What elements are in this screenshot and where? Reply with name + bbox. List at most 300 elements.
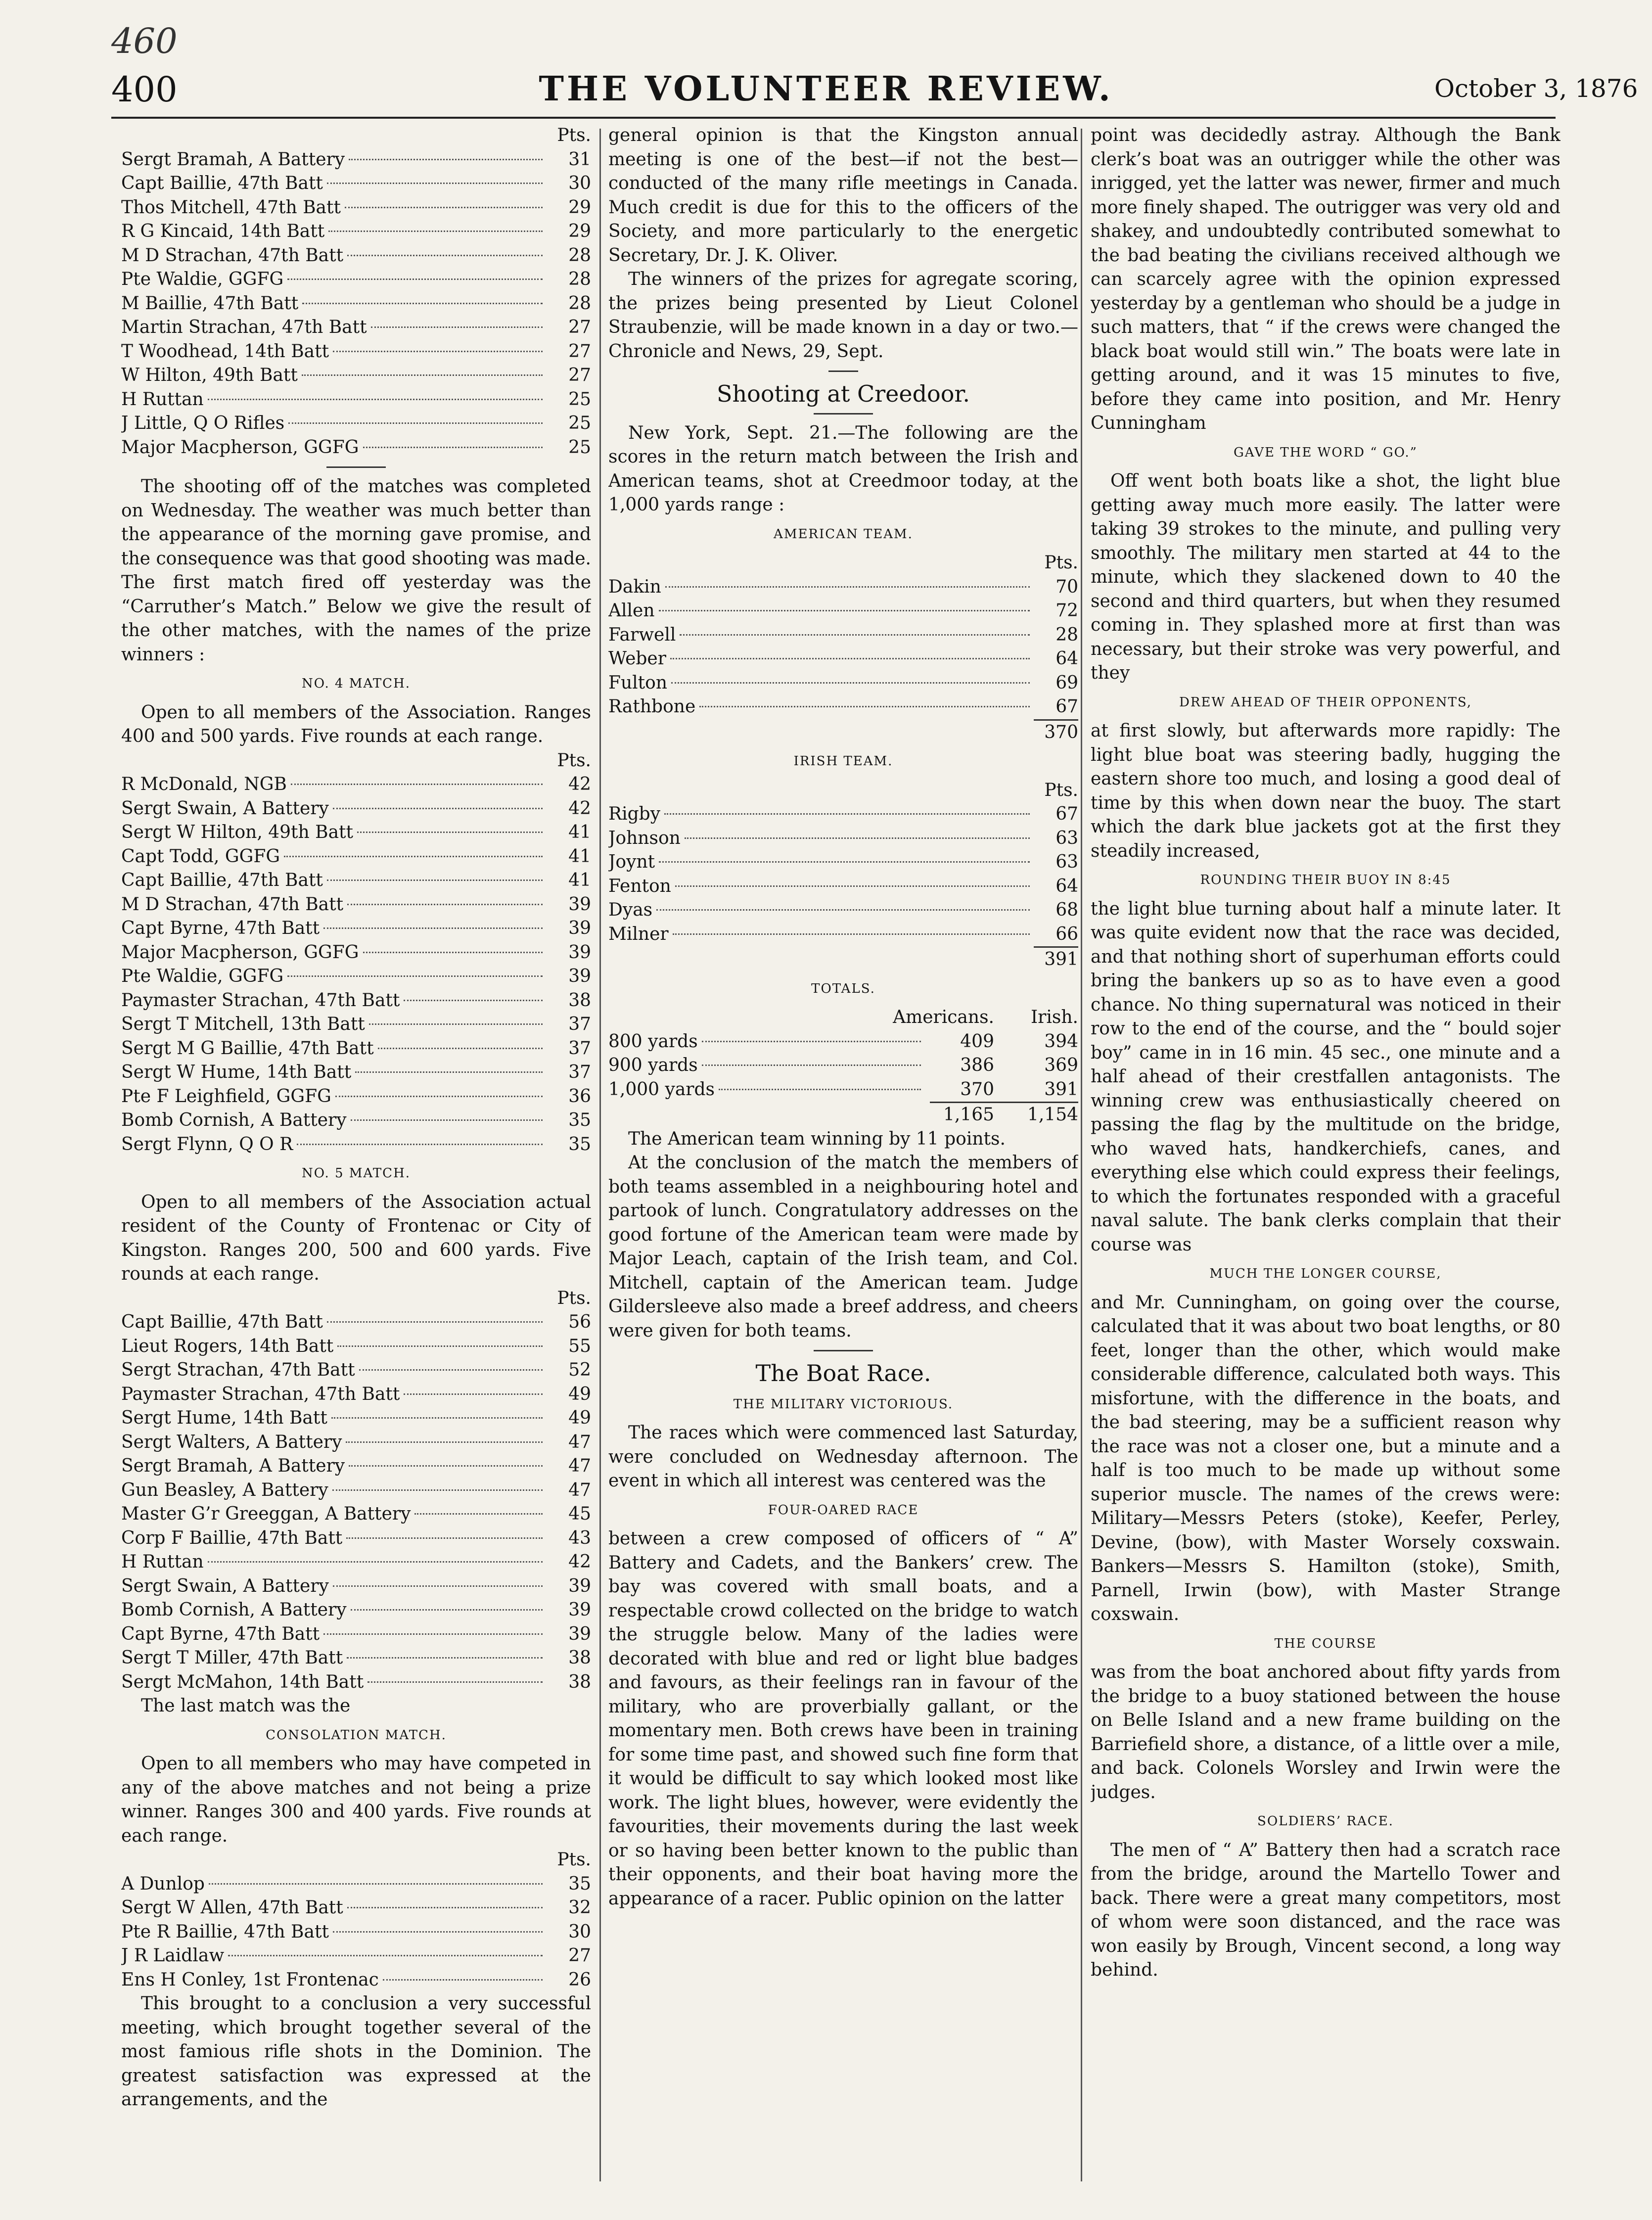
dot-leader: [347, 255, 543, 256]
entrant-name: Rathbone: [608, 696, 696, 717]
score-row: [121, 893, 591, 917]
dot-leader: [345, 207, 543, 208]
entrant-name: Sergt M G Baillie, 47th Batt: [121, 1038, 374, 1059]
entrant-name: Capt Baillie, 47th Batt: [121, 870, 323, 890]
entrant-score: 39: [568, 918, 591, 938]
dot-leader: [208, 1561, 543, 1563]
score-row: [121, 1109, 591, 1133]
dot-leader: [359, 1369, 543, 1371]
match-4-heading: NO. 4 MATCH.: [301, 676, 411, 691]
dot-leader: [297, 1144, 543, 1145]
entrant-score: 70: [1055, 576, 1078, 597]
dot-leader: [673, 933, 1030, 935]
entrant-score: 67: [1055, 804, 1078, 824]
entrant-name: Sergt Strachan, 47th Batt: [121, 1360, 355, 1380]
dot-leader: [287, 975, 543, 977]
pts-header: Pts.: [557, 125, 591, 145]
dot-leader: [228, 1955, 543, 1956]
entrant-name: Paymaster Strachan, 47th Batt: [121, 990, 400, 1011]
entrant-name: Sergt T Mitchell, 13th Batt: [121, 1014, 365, 1034]
entrant-name: Ens H Conley, 1st Frontenac: [121, 1969, 379, 1990]
pts-header: Pts.: [557, 750, 591, 771]
match-5-description: Open to all members of the Association actual resident of the County of Frontenac or City of Kingston. Ranges 200, 500 and 600 yards. Five rounds at each range.: [121, 1192, 591, 1284]
dot-leader: [665, 586, 1030, 588]
entrant-score: 25: [568, 413, 591, 433]
entrant-name: Thos Mitchell, 47th Batt: [121, 197, 341, 218]
entrant-name: Pte R Baillie, 47th Batt: [121, 1921, 329, 1942]
score-row: [608, 850, 1078, 875]
match-5-heading: NO. 5 MATCH.: [301, 1166, 411, 1181]
entrant-score: 63: [1055, 852, 1078, 872]
score-row: [121, 965, 591, 989]
dot-leader: [357, 832, 543, 833]
entrant-name: Sergt Bramah, A Battery: [121, 1456, 345, 1476]
american-grand-total: 1,165: [943, 1105, 994, 1125]
entrant-name: M D Strachan, 47th Batt: [121, 894, 344, 915]
entrant-score: 38: [568, 1671, 591, 1692]
american-range-score: 370: [960, 1079, 994, 1100]
entrant-score: 63: [1055, 828, 1078, 848]
dot-leader: [351, 1119, 543, 1121]
boat-race-body: between a crew composed of officers of “ A” Battery and Cadets, and the Bankers’ crew. The bay was covered with small boats, and a respectable crowd collected on the bridge to watch the struggle below. Many of the ladies were decorated with blue and red or light blue badges and favours, as their feelings ran in favour of the military, who are proverbially gallant, or the momentary men. Both crews have been in training for some time past, and showed such fine form that it would be difficult to say which looked most like work. The light blues, however, were evidently the favourities, their movements during the last week or so having been better known to the public than their opponents, and their boat having more the appearance of a racer. Public opinion on the latter: [608, 1528, 1078, 1909]
irish-range-score: 391: [1044, 1079, 1078, 1100]
score-list-4: [121, 1872, 591, 1992]
race-text-1: point was decidedly astray. Although the Bank clerk’s boat was an outrigger while the other was inrigged, yet the latter was newer, firmer and much more finely shaped. The outrigger was very old and shakey, and undoubtedly contributed somewhat to the bad beating the civilians received although we can scarcely agree with the opinion expressed yesterday by a gentleman who should be a judge in such matters, that “ if the crews were changed the black boat would still win.” The boats were late in getting around, and it was 15 minutes to five, before they came into position, and Mr. Henry Cunningham: [1091, 125, 1560, 433]
entrant-score: 37: [568, 1062, 591, 1082]
entrant-score: 64: [1055, 876, 1078, 896]
entrant-name: M Baillie, 47th Batt: [121, 293, 299, 314]
pts-header: Pts.: [1044, 780, 1078, 800]
irish-team-heading: IRISH TEAM.: [793, 754, 893, 769]
irish-score-list: [608, 802, 1078, 946]
score-row: [121, 340, 591, 364]
score-row: [121, 1502, 591, 1526]
dot-leader: [680, 634, 1030, 636]
entrant-name: H Ruttan: [121, 1552, 204, 1572]
race-text-2: Off went both boats like a shot, the light blue getting away much more easily. The latter were taking 39 strokes to the minute, and pulling very smoothly. The military men started at 44 to the minute, which they slackened down to 40 the second and third quarters, but when they resumed coming in. They splashed more at first than was necessary, but their stroke was very powerful, and they: [1091, 471, 1560, 683]
score-row: [121, 1944, 591, 1968]
entrant-score: 39: [568, 1575, 591, 1596]
entrant-name: Pte F Leighfield, GGFG: [121, 1086, 331, 1107]
entrant-name: Fenton: [608, 876, 671, 896]
score-row: [121, 1920, 591, 1944]
dot-leader: [351, 1609, 543, 1611]
dot-leader: [378, 1048, 543, 1049]
dot-leader: [333, 1585, 543, 1587]
dot-leader: [347, 904, 543, 905]
score-row: [121, 1013, 591, 1037]
entrant-score: 42: [568, 1552, 591, 1572]
score-row: [121, 1574, 591, 1599]
dot-leader: [363, 952, 543, 953]
score-row: [121, 845, 591, 869]
entrant-score: 36: [568, 1086, 591, 1107]
race-text-3: at first slowly, but afterwards more rapidly: The light blue boat was steering badly, hugging the eastern shore too much, and losing a good deal of time by this when down near the buoy. The start which the dark blue jackets got at the first they steadily increased,: [1091, 721, 1560, 861]
entrant-score: 32: [568, 1897, 591, 1918]
score-row: [121, 1406, 591, 1431]
entrant-name: J R Laidlaw: [121, 1945, 225, 1966]
header-rule: [111, 117, 1556, 119]
dot-leader: [675, 885, 1030, 887]
entrant-name: Joynt: [608, 852, 655, 872]
entrant-score: 27: [568, 365, 591, 385]
shooting-intro: New York, Sept. 21.—The following are the scores in the return match between the Irish and American teams, shot at Creedmoor today, at the 1,000 yards range :: [608, 422, 1078, 515]
score-row: [121, 148, 591, 172]
issue-date: October 3, 1876: [1434, 74, 1638, 103]
totals-header-row: [608, 1006, 1078, 1030]
score-row: [121, 1310, 591, 1335]
dot-leader: [702, 1041, 921, 1042]
score-row: [121, 1037, 591, 1061]
score-row: [121, 989, 591, 1013]
entrant-name: M D Strachan, 47th Batt: [121, 245, 344, 266]
dot-leader: [699, 706, 1030, 707]
entrant-score: 49: [568, 1408, 591, 1428]
score-list-3: [121, 1310, 591, 1694]
entrant-name: Sergt Walters, A Battery: [121, 1432, 342, 1452]
column-1: [121, 124, 591, 2191]
entrant-name: Dyas: [608, 900, 653, 920]
dot-leader: [349, 159, 543, 160]
race-subhead-3: ROUNDING THEIR BUOY IN 8:45: [1200, 873, 1451, 887]
dot-leader: [656, 909, 1030, 911]
entrant-score: 56: [568, 1312, 591, 1332]
dot-leader: [347, 1907, 543, 1908]
irish-header: Irish.: [1030, 1007, 1078, 1027]
dot-leader: [383, 1979, 543, 1981]
entrant-name: R G Kincaid, 14th Batt: [121, 221, 325, 241]
closing-text: This brought to a conclusion a very successful meeting, which brought together several of the most famious rifle shots in the Dominion. The greatest satisfaction was expressed at the arrangements, and the: [121, 1993, 591, 2110]
dot-leader: [337, 1345, 543, 1347]
entrant-name: Capt Baillie, 47th Batt: [121, 1312, 323, 1332]
section-rule: [828, 370, 858, 372]
entrant-name: Major Macpherson, GGFG: [121, 437, 359, 458]
dot-leader: [369, 1023, 543, 1025]
dot-leader: [331, 1417, 543, 1419]
entrant-name: Sergt Flynn, Q O R: [121, 1134, 293, 1155]
entrant-name: Major Macpherson, GGFG: [121, 942, 359, 963]
entrant-score: 49: [568, 1384, 591, 1404]
entrant-name: Martin Strachan, 47th Batt: [121, 317, 367, 337]
irish-grand-total: 1,154: [1027, 1105, 1078, 1125]
entrant-score: 29: [568, 197, 591, 218]
score-list-1: [121, 148, 591, 460]
entrant-score: 28: [1055, 624, 1078, 645]
score-row: [121, 220, 591, 244]
score-row: [121, 941, 591, 965]
entrant-name: Milner: [608, 924, 669, 944]
section-rule: [814, 413, 873, 415]
totals-row: [608, 1054, 1078, 1078]
score-row: [121, 1968, 591, 1992]
score-row: [608, 923, 1078, 947]
score-row: [608, 623, 1078, 648]
entrant-score: 41: [568, 822, 591, 842]
entrant-score: 30: [568, 173, 591, 193]
score-row: [121, 869, 591, 893]
entrant-score: 42: [568, 798, 591, 819]
dot-leader: [702, 1064, 921, 1066]
totals-table: [608, 1030, 1078, 1102]
entrant-score: 39: [568, 966, 591, 986]
race-text-4: the light blue turning about half a minute later. It was quite evident now that the race was decided, and that nothing short of superhuman efforts could bring the bankers up so as to have even a good chance. No thing supernatural was noticed in their row to the end of the course, and the “ bould sojer boy” came in in 16 min. 45 sec., one minute and a half ahead of their crestfallen antagonists. The winning crew was enthusiastically cheered on passing the flag by the multitude on the bridge, who waved hats, handkerchiefs, canes, and everything else which could express their feelings, to which the fortunates responded with a graceful naval salute. The bank clerks complain that their course was: [1091, 898, 1560, 1255]
entrant-name: Sergt Swain, A Battery: [121, 798, 329, 819]
entrant-score: 47: [568, 1456, 591, 1476]
entrant-score: 26: [568, 1969, 591, 1990]
entrant-name: Pte Waldie, GGFG: [121, 966, 284, 986]
score-row: [608, 827, 1078, 851]
score-row: [121, 1133, 591, 1157]
entrant-name: A Dunlop: [121, 1873, 205, 1894]
entrant-name: Bomb Cornish, A Battery: [121, 1600, 347, 1620]
entrant-score: 31: [568, 149, 591, 170]
entrant-name: Fulton: [608, 672, 668, 693]
entrant-score: 27: [568, 317, 591, 337]
race-subhead-2: DREW AHEAD OF THEIR OPPONENTS,: [1179, 694, 1472, 710]
consolation-description: Open to all members who may have competed in any of the above matches and not being a prize winner. Ranges 300 and 400 yards. Five rounds at each range.: [121, 1754, 591, 1846]
column-2: [608, 124, 1078, 2191]
entrant-score: 35: [568, 1134, 591, 1155]
entrant-score: 41: [568, 870, 591, 890]
race-subhead-1: GAVE THE WORD “ GO.”: [1234, 445, 1418, 460]
entrant-name: Rigby: [608, 804, 661, 824]
dot-leader: [404, 1000, 543, 1001]
score-row: [121, 1646, 591, 1670]
score-row: [121, 1085, 591, 1109]
entrant-score: 39: [568, 1600, 591, 1620]
entrant-name: Lieut Rogers, 14th Batt: [121, 1336, 334, 1356]
dot-leader: [671, 682, 1030, 684]
score-row: [121, 364, 591, 388]
score-row: [121, 172, 591, 196]
score-row: [121, 292, 591, 316]
irish-range-score: 394: [1044, 1031, 1078, 1052]
american-team-heading: AMERICAN TEAM.: [774, 526, 913, 542]
entrant-name: J Little, Q O Rifles: [121, 413, 285, 433]
last-match-line: The last match was the: [141, 1696, 351, 1716]
entrant-name: Capt Byrne, 47th Batt: [121, 1623, 320, 1644]
american-total: 370: [1044, 722, 1078, 742]
entrant-score: 39: [568, 894, 591, 915]
dot-leader: [291, 784, 543, 785]
score-row: [121, 1670, 591, 1695]
dot-leader: [288, 422, 543, 424]
entrant-score: 45: [568, 1504, 591, 1524]
entrant-score: 37: [568, 1014, 591, 1034]
entrant-score: 67: [1055, 696, 1078, 717]
entrant-name: Sergt T Miller, 47th Batt: [121, 1648, 343, 1668]
score-row: [608, 599, 1078, 623]
score-row: [121, 244, 591, 268]
entrant-score: 25: [568, 389, 591, 410]
pts-header: Pts.: [557, 1850, 591, 1870]
entrant-score: 27: [568, 341, 591, 362]
score-row: [608, 695, 1078, 719]
score-row: [121, 436, 591, 460]
dot-leader: [367, 1681, 543, 1683]
entrant-score: 38: [568, 990, 591, 1011]
meeting-opinion-text: general opinion is that the Kingston annual meeting is one of the best—if not the best—conducted of the many rifle meetings in Canada. Much credit is due for this to the officers of the Society, and more particularly to the energetic Secretary, Dr. J. K. Oliver.: [608, 125, 1078, 266]
score-row: [608, 671, 1078, 695]
dot-leader: [208, 399, 543, 400]
pts-header: Pts.: [557, 1288, 591, 1308]
dot-leader: [284, 856, 543, 857]
score-row: [121, 1358, 591, 1383]
entrant-name: Corp F Baillie, 47th Batt: [121, 1527, 343, 1548]
match-result: The American team winning by 11 points.: [628, 1128, 1006, 1149]
entrant-score: 38: [568, 1648, 591, 1668]
dot-leader: [363, 447, 543, 448]
entrant-name: Sergt Bramah, A Battery: [121, 149, 345, 170]
boat-race-headline: The Boat Race.: [755, 1360, 931, 1387]
entrant-name: Sergt McMahon, 14th Batt: [121, 1671, 364, 1692]
entrant-score: 25: [568, 437, 591, 458]
entrant-name: W Hilton, 49th Batt: [121, 365, 298, 385]
score-row: [121, 1550, 591, 1574]
entrant-name: R McDonald, NGB: [121, 774, 287, 794]
entrant-score: 47: [568, 1432, 591, 1452]
entrant-name: Paymaster Strachan, 47th Batt: [121, 1384, 400, 1404]
entrant-name: Weber: [608, 648, 666, 669]
totals-row: [608, 1078, 1078, 1102]
score-row: [121, 1872, 591, 1896]
entrant-name: Gun Beasley, A Battery: [121, 1480, 328, 1500]
match-4-description: Open to all members of the Association. Ranges 400 and 500 yards. Five rounds at each range.: [121, 702, 591, 746]
entrant-score: 64: [1055, 648, 1078, 669]
dot-leader: [371, 326, 543, 328]
dot-leader: [664, 813, 1030, 815]
dot-leader: [404, 1393, 543, 1395]
entrant-name: H Ruttan: [121, 389, 204, 410]
americans-header: Americans.: [893, 1007, 994, 1027]
four-oared-heading: FOUR-OARED RACE: [768, 1502, 919, 1518]
race-subhead-6: SOLDIERS’ RACE.: [1257, 1814, 1394, 1829]
entrant-score: 41: [568, 846, 591, 867]
score-row: [121, 1526, 591, 1551]
entrant-score: 29: [568, 221, 591, 241]
entrant-score: 37: [568, 1038, 591, 1059]
dot-leader: [335, 1096, 543, 1097]
score-row: [121, 1431, 591, 1455]
entrant-name: Sergt W Hume, 14th Batt: [121, 1062, 352, 1082]
range-label: 900 yards: [608, 1055, 698, 1075]
totals-row: [608, 1030, 1078, 1054]
score-row: [608, 898, 1078, 923]
dot-leader: [347, 1657, 543, 1659]
range-label: 1,000 yards: [608, 1079, 715, 1100]
score-row: [121, 1622, 591, 1647]
score-row: [121, 917, 591, 941]
dot-leader: [287, 278, 543, 280]
entrant-name: Capt Baillie, 47th Batt: [121, 173, 323, 193]
score-row: [608, 575, 1078, 600]
entrant-score: 72: [1055, 601, 1078, 621]
entrant-name: Dakin: [608, 576, 661, 597]
dot-leader: [349, 1465, 543, 1467]
dot-leader: [333, 351, 543, 352]
boat-race-intro: The races which were commenced last Saturday, were concluded on Wednesday afternoon. The event in which all interest was centered was the: [608, 1423, 1078, 1491]
race-text-5: and Mr. Cunningham, on going over the course, calculated that it was about two boat lengths, or 80 feet, longer than the other, which would make considerable difference, calculated both ways. This misfortune, with the difference in the boats, and the bad steering, may be a sufficient reason why the race was not a closer one, but a minute and a half is too much to be made up without some superior muscle. The names of the crews were: Military—Messrs Peters (stoke), Keefer, Perley, Devine, (bow), with Master Worsely coxswain. Bankers—Messrs S. Hamilton (stoke), Smith, Parnell, Irwin (bow), with Master Strange coxswain.: [1091, 1292, 1560, 1624]
dot-leader: [209, 1883, 543, 1885]
entrant-name: Farwell: [608, 624, 676, 645]
entrant-score: 39: [568, 1623, 591, 1644]
entrant-score: 43: [568, 1527, 591, 1548]
entrant-score: 35: [568, 1873, 591, 1894]
entrant-score: 28: [568, 269, 591, 289]
handwritten-page-number: 460: [111, 21, 178, 61]
entrant-name: Johnson: [608, 828, 681, 848]
entrant-name: Sergt W Allen, 47th Batt: [121, 1897, 343, 1918]
score-row: [608, 802, 1078, 827]
score-row: [121, 388, 591, 412]
score-row: [121, 1061, 591, 1085]
score-row: [121, 1479, 591, 1503]
section-rule: [814, 1350, 873, 1351]
section-rule: [326, 466, 386, 468]
entrant-score: 69: [1055, 672, 1078, 693]
dot-leader: [414, 1513, 543, 1515]
dot-leader: [302, 303, 543, 304]
entrant-score: 68: [1055, 900, 1078, 920]
entrant-name: Sergt Hume, 14th Batt: [121, 1408, 327, 1428]
entrant-name: Bomb Cornish, A Battery: [121, 1110, 347, 1130]
entrant-score: 66: [1055, 924, 1078, 944]
entrant-score: 55: [568, 1336, 591, 1356]
shooting-headline: Shooting at Creedoor.: [717, 380, 970, 407]
dot-leader: [659, 610, 1030, 611]
dot-leader: [323, 1633, 543, 1635]
entrant-name: Allen: [608, 601, 655, 621]
boat-race-subheading: THE MILITARY VICTORIOUS.: [733, 1396, 954, 1412]
score-row: [121, 316, 591, 340]
entrant-name: Capt Todd, GGFG: [121, 846, 280, 867]
dot-leader: [670, 658, 1030, 659]
entrant-score: 27: [568, 1945, 591, 1966]
score-row: [121, 1335, 591, 1359]
score-row: [121, 1896, 591, 1920]
pts-header: Pts.: [1044, 553, 1078, 573]
entrant-name: Pte Waldie, GGFG: [121, 269, 284, 289]
irish-total: 391: [1044, 949, 1078, 970]
american-range-score: 409: [960, 1031, 994, 1052]
score-row: [608, 875, 1078, 899]
score-row: [121, 196, 591, 220]
entrant-name: Sergt W Hilton, 49th Batt: [121, 822, 353, 842]
column-3: [1091, 124, 1560, 2191]
race-subhead-4: MUCH THE LONGER COURSE,: [1209, 1266, 1442, 1281]
score-row: [121, 412, 591, 436]
entrant-name: T Woodhead, 14th Batt: [121, 341, 329, 362]
dot-leader: [685, 837, 1030, 839]
dot-leader: [323, 927, 543, 929]
dot-leader: [355, 1071, 543, 1073]
range-label: 800 yards: [608, 1031, 698, 1052]
grand-total-row: [608, 1103, 1078, 1127]
dot-leader: [332, 1489, 543, 1491]
score-row: [608, 647, 1078, 671]
printed-page-number: 400: [111, 69, 178, 110]
entrant-score: 47: [568, 1480, 591, 1500]
american-score-list: [608, 575, 1078, 719]
dot-leader: [333, 808, 543, 809]
american-range-score: 386: [960, 1055, 994, 1075]
dot-leader: [333, 1931, 543, 1933]
score-row: [121, 268, 591, 292]
totals-heading: TOTALS.: [811, 981, 875, 996]
masthead-title: THE VOLUNTEER REVIEW.: [539, 69, 1113, 109]
entrant-score: 39: [568, 942, 591, 963]
column-divider-1: [599, 129, 601, 2181]
